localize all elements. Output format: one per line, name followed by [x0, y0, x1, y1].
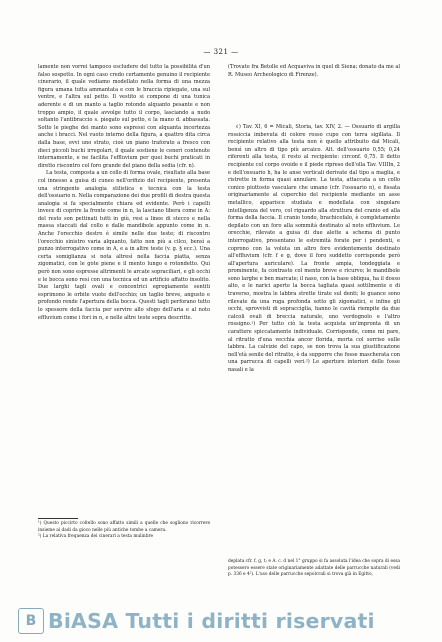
right-column-top [228, 64, 400, 124]
footnote: deplata cfr. f, g, t; e A. c. d nel 1° gruppo si fa assoluta l'idea che sopra di essa potessero essere state originariamente adattate delle parrucche naturali (vedi p. 336 e 4²). L'uso delle parrucche sepolcrali si trova già in Egitto, [228, 559, 400, 578]
page-number: — 321 — [203, 48, 239, 56]
right-column [228, 64, 400, 579]
body-paragraph: ℓ) Tav. XI, 6 = Micali, Storia, tav. XIV, 2. — Ossuario di argilla rossiccia imbevuta di colore rosso cupo con terra sigillata. Il recipiente relativo alla testa non è quello attribuito dal Micali, bensì un altro di tipo più arcaico. Alt. dell'ossuario 0,55; 0,24 riferenti alla testa, il resto al recipiente: circonf. 0,75. Il detto recipiente col corpo ovoide e il piede ripreso dell'olla Tav. VIIIIn, 2 e dell'ossuario h, ha le anse verticali derivate dal tipo a maglia, e ristrette in forma quasi annulare. La testa, attaccata a un collo conico piuttosto vasculare che umano (cfr. l'ossuario n), e fissata originariamente al coperchio del recipiente mediante un asse metallico, apparisce studiata e modellata con singolare intelligenza del vero, col riguardo alla struttura del cranio ed alla forma della faccia. Il cranio tondo, brachicefalo, è completamente depilato con un foro alla sommità destinato al noto effluvium. Le orecchie, rilevate a guisa di due alette a schema di punto interrogativo, presentano le estremità forate per i pendenti, e coprono con la voluta un altro foro evidentemente destinato all'effluvium (cfr. f e g, dove il foro suddetto corrisponde però all'apertura auriculare). La fronte ampia, tondeggiata e prominente, fa contrasto col mento breve e ricurvo; le mandibole sono larghe e ben marcate; il naso, con la base obliqua, ha il dosso alto, e le narici aperte la bocca tagliata quasi sottilmente e di traverso, mostra le labbra strette tirate sul denti; le guance sono rilevate da una ruga profonda sotto gli zigomatici, e infine gli occhi, sprovvisti di sopracciglia, hanno le cavità riempite da due calcoli ovali di breccia naturale, uno verdognolo e l'altro rossigno.¹) Per tutto ciò la testa acquista un'impronta di un carattere spiccatamente individuale. Corrisponde, come mi pare, al ritratto d'una vecchia ancor florida, morta col sorriso sulle labbra. La calvizie del capo, se non trova la sua giustificazione nell'età senile del ritratto, è da supporre che fosse mascherata con una parrucca di capelli veri.²) Le aperture interiori delle fosse nasali e la [228, 124, 400, 373]
body-paragraph: lamente non vorrei tampoco escludere del tutto la possibilità d'un falso sospetto. In ogni caso credo certamente genuino il recipiente cinerario, il quale vediamo modellato nella forma di una mezza figura umana tutta ammantata e con le braccia ripiegate, una sul ventre, e l'altra sul petto. Il vestito si compone di una tunica aderente e di un manto a taglio rotondo alquanto pesante e non troppo ampio, il quale avvolge tutto il corpo, lasciando a nudo soltanto l'antibraccio s. piegato sul petto, e la mano d. abbassata. Sotto le pieghe dei manto sono espressi con alquanta incertezza anche i bracci. Nel vuoto interno della figura, a quattro dita circa dalla base, evvi uno strato, cioè un piano traforato a fresco con dieci piccoli buchi irregolari, il quale sostiene le ceneri contenute internamente, e ne facilita l'effluvium per quei buchi praticati in diretto riscontro col foro grande del piano della sedia (cfr. n). [38, 64, 210, 169]
footnote-divider [38, 518, 78, 519]
watermark-logo-icon: B [18, 608, 44, 634]
provenance-note: (Trovato fra Betolle ed Acquaviva in quel di Siena; donato da me al R. Museo Archeologico di Firenze). [228, 64, 400, 78]
footnote: ¹) Questo piccirto coltello sono affatto simili a quelle che sogliono ricorrere insieme ai dadi da gioco nelle più antiche tombe a camera. [38, 521, 210, 533]
watermark [18, 606, 375, 636]
left-column [38, 64, 210, 541]
right-column-body [228, 124, 400, 556]
body-paragraph: La testa, composta a un collo di forma ovale, risultato alla base col innesso a guisa di cuneo nell'orifizio del recipiente, presenta una stringente analogia stilistica e tecnica con la testa dell'ossuario n. Nella comparazione dei due profili di destra questa analogia si fa specialmente chiara ed evidente. Però i capelli invece di coprire la fronte come in n, la lasciano libera come in A: del resto son pettinati tutti in giù, resi a linee di stecco e nella massa staccati dal collo e dalle mandibole appunto come in n. Anche l'orecchio destro è simile nelle due teste; di riscontro l'orecchio sinistro varia alquanto, fatto non più a cilco, bensì a punzo interrogativo come in A, e a in altre teste (v. g. § ecc.). Una certa somiglianza si nota altresì nella faccia piatta, senza zigomatici, con le gote piene e il mento lungo e rotondetto. Qui però non sono espresse altrimenti le arcate sopraciliari, e gli occhi e le bocca sono resi con una tecnica ed un artificio affatto insolito. Due larghi tagli ovali e concentrici egregiamente sentiti esprimono le orbite vuote dell'occhio; un taglio breve, angusto e profondo rende l'apertura della bocca. Questi tagli perforano tutto lo spessore della faccia per servire allo sfogo dell'aria e al noto effluvium come i fori in n, e nelle altre teste sopra descritte. [38, 170, 210, 321]
footnote: ²) La relativa frequenza dei cinerari a testa mulinbre [38, 534, 154, 540]
left-column-body [38, 64, 210, 515]
watermark-text: BiASA Tutti i diritti riservati [48, 609, 375, 633]
